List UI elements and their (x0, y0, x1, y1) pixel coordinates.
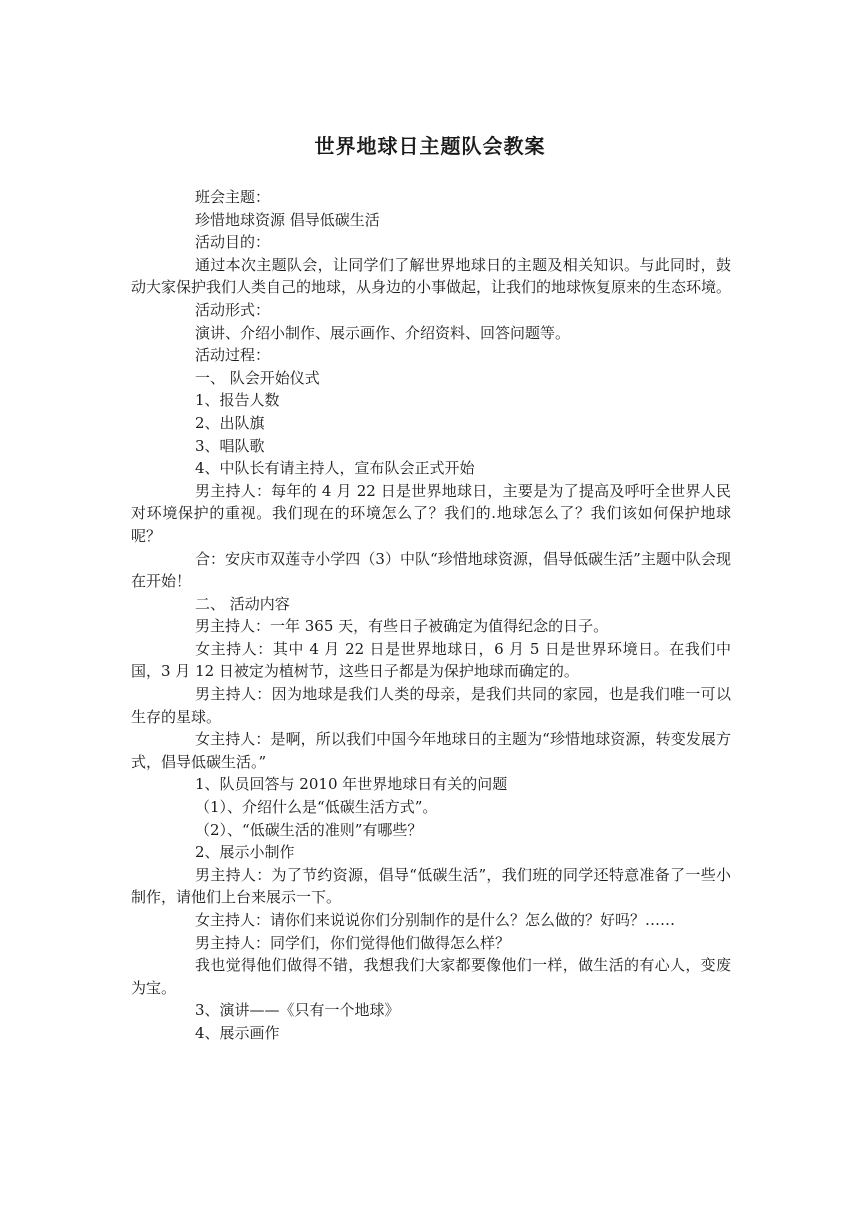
document-body (131, 186, 731, 1045)
paragraph: 男主持人：因为地球是我们人类的母亲，是我们共同的家园，也是我们唯一可以生存的星球。 (131, 685, 731, 726)
paragraph: 二、 活动内容 (195, 594, 290, 613)
paragraph: 一、 队会开始仪式 (195, 368, 320, 387)
paragraph: 男主持人：一年 365 天，有些日子被确定为值得纪念的日子。 (195, 617, 609, 636)
paragraph: 通过本次主题队会，让同学们了解世界地球日的主题及相关知识。与此同时，鼓动大家保护我们人类自己的地球，从身边的小事做起，让我们的地球恢复原来的生态环境。 (131, 255, 732, 297)
paragraph: 4、展示画作 (195, 1023, 280, 1042)
paragraph: 珍惜地球资源 倡导低碳生活 (195, 210, 380, 229)
paragraph: （1）、介绍什么是“低碳生活方式”。 (195, 798, 438, 817)
paragraph: 2、出队旗 (195, 413, 265, 432)
paragraph: 女主持人：请你们来说说你们分别制作的是什么？怎么做的？好吗？…… (195, 911, 676, 929)
paragraph: 班会主题： (195, 188, 271, 206)
paragraph: 我也觉得他们做得不错，我想我们大家都要像他们一样，做生活的有心人，变废为宝。 (131, 956, 731, 997)
paragraph: 3、唱队歌 (195, 436, 265, 455)
paragraph: 3、演讲——《只有一个地球》 (195, 1001, 400, 1020)
paragraph: 2、展示小制作 (195, 843, 295, 862)
paragraph: 女主持人：其中 4 月 22 日是世界地球日，6 月 5 日是世界环境日。在我们中国，3 月 12 日被定为植树节，这些日子都是为保护地球而确定的。 (131, 639, 731, 681)
paragraph: 1、队员回答与 2010 年世界地球日有关的问题 (195, 775, 508, 794)
paragraph: 活动目的： (195, 233, 271, 252)
paragraph: 1、报告人数 (195, 391, 280, 410)
paragraph: 合：安庆市双莲寺小学四（3）中队“珍惜地球资源，倡导低碳生活”主题中队会现在开始！ (131, 549, 731, 591)
paragraph: 演讲、介绍小制作、展示画作、介绍资料、回答问题等。 (195, 323, 571, 342)
paragraph: （2）、“低碳生活的准则”有哪些？ (195, 820, 423, 839)
document-title: 世界地球日主题队会教案 (314, 134, 546, 158)
paragraph: 男主持人：每年的 4 月 22 日是世界地球日，主要是为了提高及呼吁全世界人民对环境保护的重视。我们现在的环境怎么了？我们的.地球怎么了？我们该如何保护地球呢？ (131, 481, 731, 545)
paragraph: 4、中队长有请主持人，宣布队会正式开始 (195, 459, 475, 478)
paragraph: 活动过程： (195, 346, 271, 365)
paragraph: 活动形式： (195, 300, 271, 319)
paragraph: 男主持人：为了节约资源，倡导“低碳生活”，我们班的同学还特意准备了一些小制作，请他们上台来展示一下。 (131, 865, 731, 907)
paragraph: 女主持人：是啊，所以我们中国今年地球日的主题为“珍惜地球资源，转变发展方式，倡导低碳生活。” (131, 730, 731, 771)
paragraph: 男主持人：同学们，你们觉得他们做得怎么样？ (195, 933, 511, 952)
